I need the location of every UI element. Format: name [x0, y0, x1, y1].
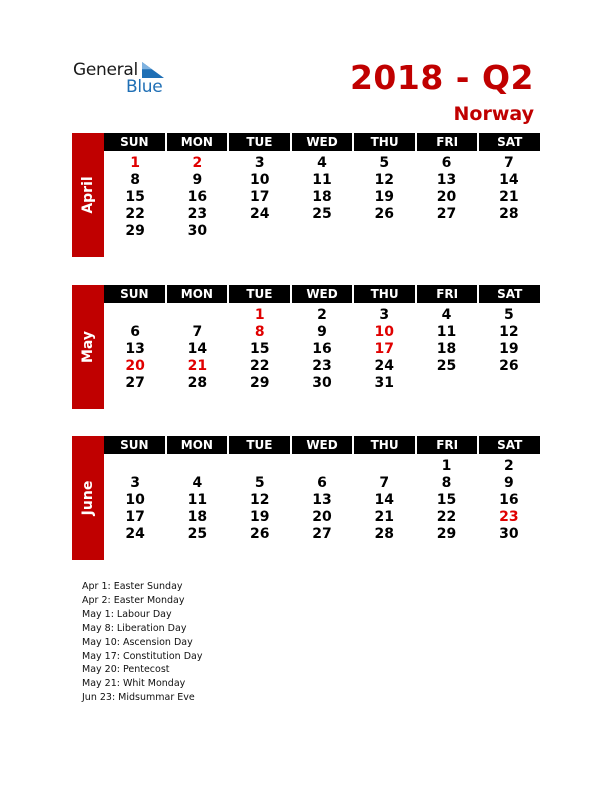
day-cell: 5 — [503, 306, 514, 323]
weekday-header — [104, 436, 540, 454]
month-name: June — [80, 480, 96, 516]
weekday-label: TUE — [246, 135, 273, 149]
week-row — [104, 188, 540, 205]
page-title: 2018 - Q2 — [349, 58, 534, 97]
day-cell: 24 — [125, 525, 145, 542]
brand-logo — [73, 60, 173, 96]
day-cell — [104, 306, 166, 323]
day-cell — [291, 222, 353, 239]
weekday-label: THU — [370, 287, 399, 301]
holiday-note: May 17: Constitution Day — [82, 650, 203, 662]
day-cell: 25 — [312, 205, 332, 222]
week-row — [104, 474, 540, 491]
month-name: May — [80, 330, 96, 364]
day-cell: 30 — [187, 222, 208, 239]
holiday-list — [82, 580, 202, 705]
day-cell: 10 — [249, 171, 270, 188]
week-row — [104, 525, 540, 542]
day-cell: 25 — [436, 357, 457, 374]
weekday-label: TUE — [246, 438, 273, 452]
day-cell: 7 — [503, 154, 514, 171]
holiday-note: Apr 1: Easter Sunday — [82, 581, 183, 592]
day-cell — [229, 457, 291, 474]
day-cell: 3 — [254, 154, 265, 171]
day-cell: 6 — [441, 154, 452, 171]
day-cell: 21 — [499, 188, 519, 205]
day-cell: 11 — [187, 491, 208, 508]
day-cell: 22 — [249, 357, 270, 374]
day-cell: 12 — [249, 491, 270, 508]
weekday-header — [104, 285, 540, 303]
day-cell: 18 — [436, 340, 457, 357]
holiday-date: 10 — [374, 323, 394, 340]
month-band — [72, 285, 104, 409]
week-row — [104, 306, 540, 323]
week-row — [104, 323, 540, 340]
day-cell: 23 — [187, 205, 208, 222]
day-cell: 29 — [249, 374, 270, 391]
day-cell: 13 — [125, 340, 145, 357]
weekday-label: WED — [306, 438, 338, 452]
holiday-date: 1 — [254, 306, 265, 323]
day-cell: 14 — [187, 340, 208, 357]
day-cell: 18 — [187, 508, 208, 525]
day-cell: 22 — [436, 508, 457, 525]
day-cell: 5 — [379, 154, 390, 171]
day-cell: 7 — [379, 474, 390, 491]
weekday-label: SUN — [120, 135, 149, 149]
weekday-label: SAT — [497, 135, 523, 149]
holiday-date: 8 — [254, 323, 265, 340]
day-cell: 30 — [499, 525, 519, 542]
day-cell — [353, 222, 415, 239]
weekday-label: SAT — [497, 287, 523, 301]
day-cell: 20 — [312, 508, 332, 525]
day-cell: 25 — [187, 525, 208, 542]
day-cell: 23 — [312, 357, 332, 374]
holiday-note: May 1: Labour Day — [82, 608, 172, 620]
day-cell: 28 — [187, 374, 208, 391]
day-cell: 12 — [374, 171, 394, 188]
day-cell: 4 — [317, 154, 327, 171]
day-cell — [478, 374, 540, 391]
day-cell: 10 — [125, 491, 145, 508]
day-cell: 6 — [317, 474, 327, 491]
day-cell: 8 — [130, 171, 141, 188]
day-cell: 27 — [312, 525, 332, 542]
day-cell: 19 — [499, 340, 519, 357]
weekday-label: TUE — [246, 287, 273, 301]
day-cell: 24 — [249, 205, 270, 222]
holiday-date: 21 — [187, 357, 208, 374]
day-cell: 15 — [249, 340, 270, 357]
month-name: April — [80, 176, 96, 214]
day-cell: 2 — [503, 457, 514, 474]
day-cell: 17 — [125, 508, 145, 525]
month-block-may — [72, 285, 540, 409]
day-cell: 11 — [436, 323, 457, 340]
holiday-note: May 8: Liberation Day — [82, 622, 187, 634]
holiday-date: 20 — [125, 357, 145, 374]
day-cell: 21 — [374, 508, 394, 525]
day-cell: 22 — [125, 205, 145, 222]
weekday-label: WED — [306, 287, 338, 301]
day-cell: 6 — [130, 323, 141, 340]
day-cell: 7 — [192, 323, 203, 340]
week-row — [104, 340, 540, 357]
day-cell: 16 — [187, 188, 208, 205]
day-cell: 19 — [374, 188, 394, 205]
holiday-date: 23 — [499, 508, 519, 525]
day-cell: 27 — [125, 374, 145, 391]
day-cell: 24 — [374, 357, 394, 374]
day-cell: 4 — [192, 474, 203, 491]
day-cell: 13 — [312, 491, 332, 508]
day-cell: 9 — [317, 323, 327, 340]
day-cell — [478, 222, 540, 239]
week-row — [104, 357, 540, 374]
day-cell: 8 — [441, 474, 452, 491]
week-row — [104, 457, 540, 474]
day-cell: 17 — [249, 188, 270, 205]
day-cell: 11 — [312, 171, 332, 188]
holiday-date: 17 — [374, 340, 394, 357]
day-cell: 3 — [130, 474, 141, 491]
weekday-label: FRI — [436, 438, 459, 452]
day-cell: 3 — [379, 306, 390, 323]
day-cell: 15 — [125, 188, 145, 205]
holiday-note: Jun 23: Midsummar Eve — [82, 692, 195, 704]
day-cell — [166, 306, 228, 323]
weekday-label: SUN — [120, 287, 149, 301]
day-cell — [166, 457, 228, 474]
weekday-label: WED — [306, 135, 338, 149]
day-cell: 30 — [312, 374, 332, 391]
week-row — [104, 491, 540, 508]
day-cell — [415, 222, 477, 239]
day-cell: 29 — [436, 525, 457, 542]
day-cell: 27 — [436, 205, 457, 222]
day-cell — [415, 374, 477, 391]
day-cell: 5 — [254, 474, 265, 491]
weekday-label: MON — [180, 135, 213, 149]
week-row — [104, 222, 540, 239]
day-cell — [104, 457, 166, 474]
weekday-label: MON — [180, 438, 213, 452]
day-cell: 13 — [436, 171, 457, 188]
weekday-label: SAT — [497, 438, 523, 452]
weekday-label: FRI — [436, 287, 459, 301]
day-cell: 12 — [499, 323, 519, 340]
weekday-label: SUN — [120, 438, 149, 452]
weekday-header — [104, 133, 540, 151]
day-cell: 9 — [503, 474, 514, 491]
month-band — [72, 436, 104, 560]
logo-text-blue: Blue — [126, 77, 163, 97]
weekday-label: FRI — [436, 135, 459, 149]
day-cell: 26 — [249, 525, 270, 542]
day-cell: 15 — [436, 491, 457, 508]
day-cell: 16 — [312, 340, 332, 357]
holiday-note: May 21: Whit Monday — [82, 678, 186, 690]
day-cell — [353, 457, 415, 474]
weekday-label: THU — [370, 135, 399, 149]
holiday-note: May 10: Ascension Day — [82, 636, 193, 648]
holiday-note: Apr 2: Easter Monday — [82, 594, 185, 606]
logo-triangle-icon — [142, 62, 164, 78]
day-cell: 4 — [441, 306, 452, 323]
week-row — [104, 508, 540, 525]
day-cell: 14 — [374, 491, 394, 508]
holiday-date: 1 — [130, 154, 141, 171]
day-cell: 16 — [499, 491, 519, 508]
day-cell: 28 — [499, 205, 519, 222]
day-cell: 19 — [249, 508, 270, 525]
day-cell: 18 — [312, 188, 332, 205]
day-cell: 28 — [374, 525, 394, 542]
weekday-label: THU — [370, 438, 399, 452]
day-cell: 29 — [125, 222, 145, 239]
week-row — [104, 171, 540, 188]
holiday-note: May 20: Pentecost — [82, 664, 170, 676]
logo-text-general: General — [73, 60, 138, 80]
week-row — [104, 374, 540, 391]
week-row — [104, 205, 540, 222]
month-block-june — [72, 436, 540, 560]
week-row — [104, 154, 540, 171]
month-band — [72, 133, 104, 257]
day-cell: 9 — [192, 171, 203, 188]
day-cell: 14 — [499, 171, 519, 188]
day-cell: 26 — [374, 205, 394, 222]
day-cell: 20 — [436, 188, 457, 205]
weekday-label: MON — [180, 287, 213, 301]
day-cell: 26 — [499, 357, 519, 374]
day-cell: 2 — [317, 306, 327, 323]
holiday-date: 2 — [192, 154, 203, 171]
day-cell: 31 — [374, 374, 394, 391]
day-cell — [291, 457, 353, 474]
day-cell — [229, 222, 291, 239]
country-name: Norway — [453, 103, 534, 125]
month-block-april — [72, 133, 540, 257]
day-cell: 1 — [441, 457, 452, 474]
